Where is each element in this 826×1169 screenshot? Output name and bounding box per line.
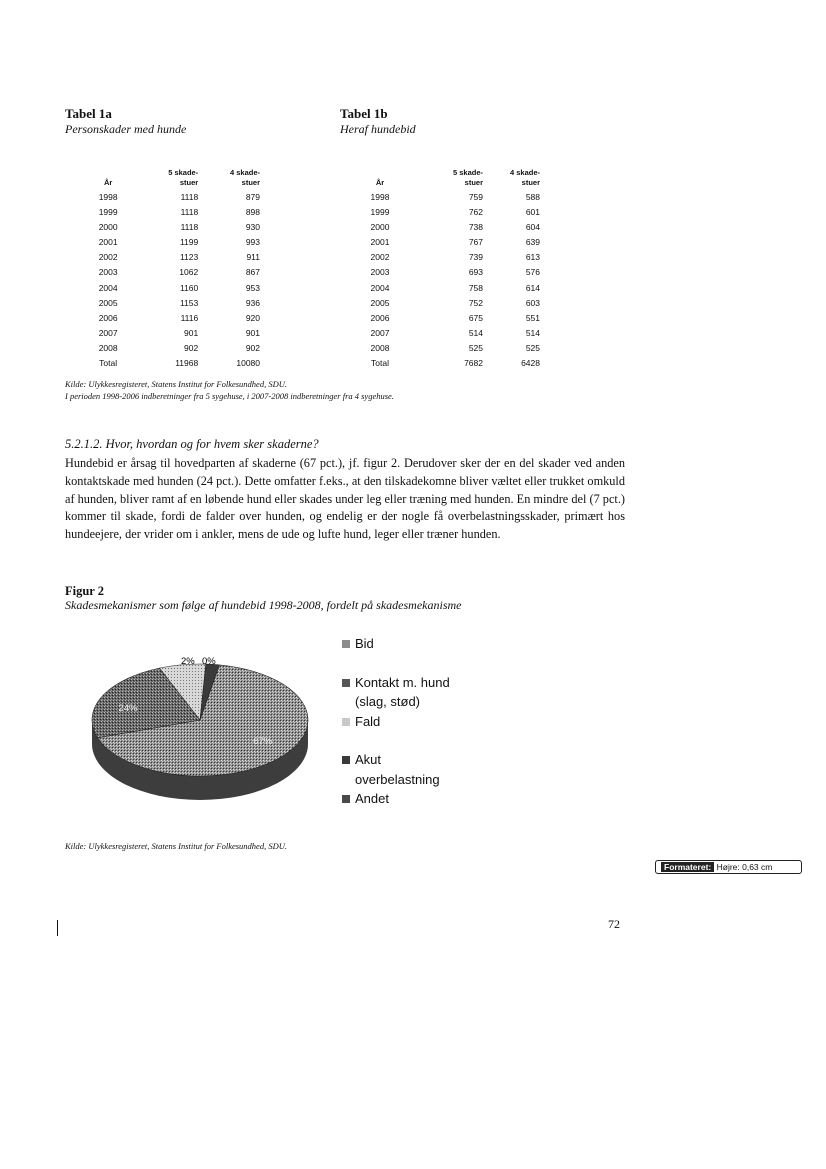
table-row bbox=[85, 341, 260, 356]
table-row bbox=[345, 220, 540, 235]
count-cell: 6428 bbox=[521, 358, 540, 369]
count-cell: 1199 bbox=[179, 237, 199, 248]
pie-legend bbox=[342, 634, 502, 809]
year-cell: 2005 bbox=[98, 297, 118, 308]
year-cell: 2000 bbox=[98, 222, 118, 233]
table-1b-block bbox=[340, 106, 416, 137]
table-source-line-2: I perioden 1998-2006 indberetninger fra 5 sygehuse, i 2007-2008 indberetninger fra 4 sygehuse. bbox=[65, 391, 394, 401]
year-cell: 2003 bbox=[370, 267, 390, 278]
table-row bbox=[85, 281, 260, 296]
table-1a-title: Tabel 1a bbox=[65, 106, 112, 121]
year-cell: 2004 bbox=[370, 282, 390, 293]
count-cell: 1153 bbox=[179, 297, 199, 308]
table-row bbox=[85, 205, 260, 220]
count-cell: 613 bbox=[525, 252, 540, 263]
count-cell: 930 bbox=[245, 222, 260, 233]
count-cell: 936 bbox=[245, 297, 260, 308]
legend-item bbox=[342, 673, 502, 712]
table-row bbox=[345, 250, 540, 265]
table-row bbox=[345, 265, 540, 280]
year-cell: 2003 bbox=[98, 267, 118, 278]
table-1b-title: Tabel 1b bbox=[340, 106, 388, 121]
count-cell: 867 bbox=[245, 267, 260, 278]
legend-item bbox=[342, 712, 502, 732]
legend-swatch bbox=[342, 718, 350, 726]
legend-swatch bbox=[342, 679, 350, 687]
page-number: 72 bbox=[608, 917, 620, 931]
table-1b-header-5: 5 skade- stuer bbox=[452, 168, 483, 187]
count-cell: 1116 bbox=[180, 312, 199, 323]
legend-swatch bbox=[342, 640, 350, 648]
legend-label: Akut overbelastning bbox=[355, 752, 440, 787]
count-cell: 1118 bbox=[180, 222, 199, 233]
table-1a-header-year: År bbox=[103, 178, 113, 187]
table-row bbox=[85, 190, 260, 205]
table-1b-header-4: 4 skade- stuer bbox=[509, 168, 540, 187]
year-cell: 2004 bbox=[98, 282, 118, 293]
legend-swatch bbox=[342, 756, 350, 764]
count-cell: 898 bbox=[245, 207, 260, 218]
count-cell: 953 bbox=[245, 282, 260, 293]
count-cell: 7682 bbox=[464, 358, 483, 369]
count-cell: 758 bbox=[468, 282, 483, 293]
count-cell: 675 bbox=[468, 312, 483, 323]
legend-item bbox=[342, 789, 502, 809]
table-row bbox=[345, 356, 540, 371]
year-cell: 2006 bbox=[98, 312, 118, 323]
count-cell: 911 bbox=[246, 252, 260, 263]
legend-label: Fald bbox=[355, 713, 381, 729]
year-cell: Total bbox=[371, 358, 389, 369]
year-cell: 2002 bbox=[370, 252, 390, 263]
table-1b-header-year: År bbox=[375, 178, 385, 187]
pie-chart bbox=[80, 640, 340, 820]
year-cell: 2005 bbox=[370, 297, 390, 308]
legend-label: Kontakt m. hund (slag, stød) bbox=[355, 674, 450, 709]
count-cell: 902 bbox=[245, 342, 260, 353]
table-row bbox=[85, 296, 260, 311]
table-row bbox=[345, 341, 540, 356]
legend-label: Bid bbox=[355, 636, 374, 651]
count-cell: 588 bbox=[525, 192, 540, 202]
year-cell: 1999 bbox=[98, 207, 118, 218]
pie-top-label-2: 2% bbox=[181, 656, 195, 667]
count-cell: 525 bbox=[525, 342, 540, 353]
count-cell: 603 bbox=[525, 297, 540, 308]
body-paragraph: Hundebid er årsag til hovedparten af skaderne (67 pct.), jf. figur 2. Derudover sker der en del skader ved anden kontaktskade med hunden (24 pct.). Dette omfatter f.eks., at den tilskadekomne bliver væltet eller trukket omkuld af hunden, bliver ramt af en løbende hund eller skades under leg eller træning med hunden. En mindre del (7 pct.) kommer til skade, fordi de falder over hunden, og endelig er der nogle få overbelastningsskader, primært hos hundeejere, der vrider om i ankler, mens de ude og lufte hund, leger eller træner hunden. bbox=[65, 456, 625, 542]
count-cell: 993 bbox=[245, 237, 260, 248]
table-row bbox=[345, 311, 540, 326]
table-source-line-1: Kilde: Ulykkesregisteret, Statens Institut for Folkesundhed, SDU. bbox=[65, 379, 287, 389]
count-cell: 514 bbox=[468, 327, 483, 338]
count-cell: 614 bbox=[525, 282, 540, 293]
figure-subtitle: Skadesmekanismer som følge af hundebid 1998-2008, fordelt på skadesmekanisme bbox=[65, 598, 462, 612]
margin-change-bar bbox=[57, 920, 58, 936]
count-cell: 525 bbox=[468, 342, 483, 353]
year-cell: 1998 bbox=[98, 192, 118, 202]
legend-item bbox=[342, 634, 502, 654]
pie-data-label: 67% bbox=[253, 736, 273, 748]
count-cell: 739 bbox=[468, 252, 483, 263]
count-cell: 639 bbox=[525, 237, 540, 248]
legend-swatch bbox=[342, 795, 350, 803]
year-cell: Total bbox=[99, 358, 118, 369]
table-row bbox=[345, 190, 540, 205]
year-cell: 1998 bbox=[370, 192, 390, 202]
count-cell: 11968 bbox=[175, 358, 199, 369]
formatting-comment-box[interactable] bbox=[655, 860, 802, 874]
count-cell: 576 bbox=[525, 267, 540, 278]
table-row bbox=[85, 235, 260, 250]
legend-label: Andet bbox=[355, 791, 389, 806]
count-cell: 693 bbox=[468, 267, 483, 278]
table-row bbox=[85, 311, 260, 326]
year-cell: 2001 bbox=[370, 237, 390, 248]
table-row bbox=[85, 220, 260, 235]
count-cell: 767 bbox=[468, 237, 483, 248]
year-cell: 2001 bbox=[98, 237, 118, 248]
count-cell: 1118 bbox=[180, 192, 199, 202]
table-row bbox=[85, 250, 260, 265]
count-cell: 604 bbox=[525, 222, 540, 233]
pie-data-label: 24% bbox=[118, 703, 138, 715]
year-cell: 1999 bbox=[370, 207, 390, 218]
table-row bbox=[85, 356, 260, 371]
count-cell: 738 bbox=[468, 222, 483, 233]
formatting-key: Formateret: bbox=[661, 862, 714, 872]
count-cell: 601 bbox=[525, 207, 540, 218]
count-cell: 920 bbox=[245, 312, 260, 323]
table-1b bbox=[345, 162, 540, 371]
year-cell: 2000 bbox=[370, 222, 390, 233]
table-row bbox=[85, 326, 260, 341]
table-row bbox=[85, 265, 260, 280]
table-1a-header-4: 4 skade- stuer bbox=[229, 168, 260, 187]
table-row bbox=[345, 235, 540, 250]
legend-item bbox=[342, 750, 502, 789]
year-cell: 2002 bbox=[98, 252, 118, 263]
count-cell: 1118 bbox=[180, 207, 199, 218]
count-cell: 752 bbox=[468, 297, 483, 308]
pie-top-label-0: 0% bbox=[202, 656, 216, 667]
year-cell: 2006 bbox=[370, 312, 390, 323]
table-row bbox=[345, 326, 540, 341]
count-cell: 902 bbox=[184, 342, 199, 353]
table-1b-subtitle: Heraf hundebid bbox=[340, 122, 416, 136]
table-source bbox=[65, 378, 625, 402]
year-cell: 2007 bbox=[98, 327, 118, 338]
table-row bbox=[345, 281, 540, 296]
count-cell: 10080 bbox=[236, 358, 260, 369]
count-cell: 1160 bbox=[179, 282, 199, 293]
count-cell: 551 bbox=[525, 312, 540, 323]
count-cell: 879 bbox=[245, 192, 260, 202]
table-1a-subtitle: Personskader med hunde bbox=[65, 122, 187, 136]
table-1a-block bbox=[65, 106, 186, 137]
year-cell: 2008 bbox=[370, 342, 390, 353]
count-cell: 901 bbox=[184, 327, 199, 338]
count-cell: 759 bbox=[468, 192, 483, 202]
figure-title: Figur 2 bbox=[65, 584, 105, 598]
figure-source: Kilde: Ulykkesregisteret, Statens Institut for Folkesundhed, SDU. bbox=[65, 841, 287, 851]
year-cell: 2008 bbox=[98, 342, 118, 353]
table-1a-header-5: 5 skade- stuer bbox=[168, 168, 199, 187]
count-cell: 1062 bbox=[179, 267, 199, 278]
year-cell: 2007 bbox=[370, 327, 390, 338]
section-heading: 5.2.1.2. Hvor, hvordan og for hvem sker skaderne? bbox=[65, 437, 319, 451]
count-cell: 1123 bbox=[179, 252, 199, 263]
count-cell: 514 bbox=[525, 327, 540, 338]
table-row bbox=[345, 205, 540, 220]
table-row bbox=[345, 296, 540, 311]
count-cell: 901 bbox=[245, 327, 260, 338]
count-cell: 762 bbox=[468, 207, 483, 218]
formatting-value: Højre: 0,63 cm bbox=[716, 862, 773, 872]
table-1a bbox=[85, 162, 260, 371]
